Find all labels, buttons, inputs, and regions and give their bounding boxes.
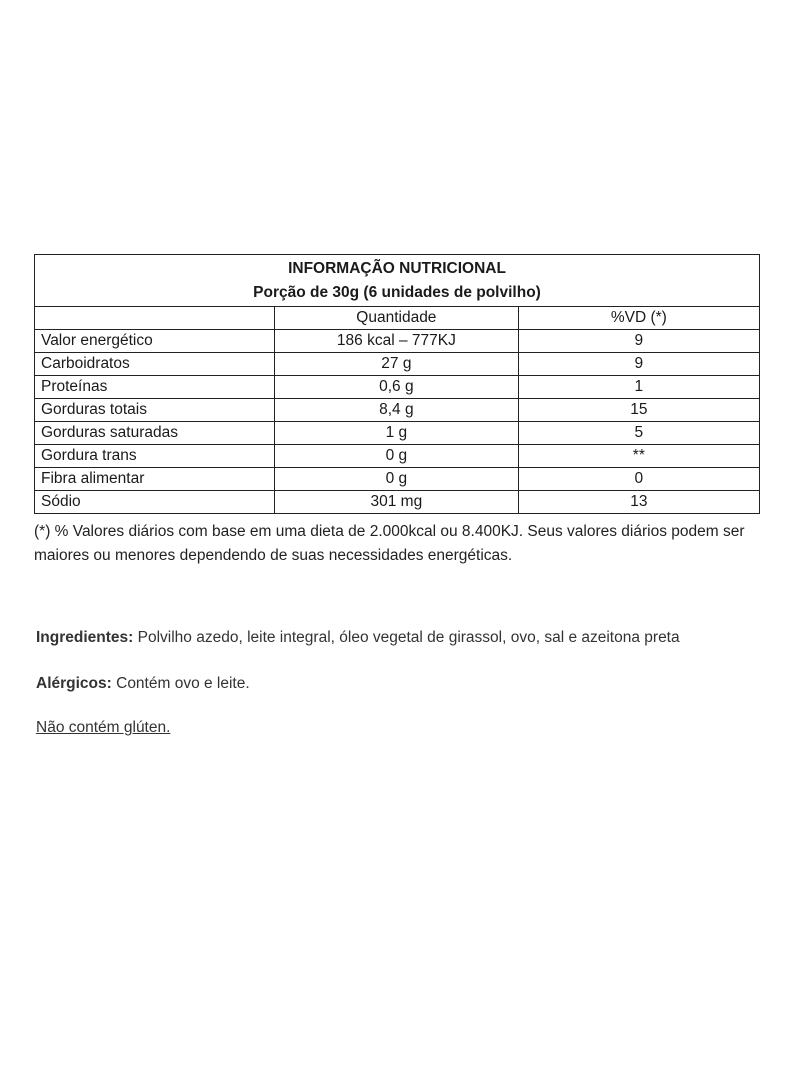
nutrient-name: Gorduras saturadas bbox=[35, 422, 275, 445]
nutrient-vd: 13 bbox=[518, 491, 759, 514]
nutrient-name: Gordura trans bbox=[35, 445, 275, 468]
gluten-notice: Não contém glúten. bbox=[36, 719, 171, 736]
nutrient-quantity: 0,6 g bbox=[275, 376, 519, 399]
nutrient-vd: 1 bbox=[518, 376, 759, 399]
nutrient-name: Carboidratos bbox=[35, 353, 275, 376]
table-row bbox=[35, 468, 760, 491]
allergens-text: Contém ovo e leite. bbox=[111, 675, 250, 692]
nutrient-quantity: 186 kcal – 777KJ bbox=[275, 330, 519, 353]
nutrient-name: Valor energético bbox=[35, 330, 275, 353]
nutrient-quantity: 0 g bbox=[275, 445, 519, 468]
nutrient-vd: 9 bbox=[518, 330, 759, 353]
table-row bbox=[35, 445, 760, 468]
header-name bbox=[35, 307, 275, 330]
portion-size: Porção de 30g (6 unidades de polvilho) bbox=[253, 284, 541, 301]
table-row bbox=[35, 353, 760, 376]
table-row bbox=[35, 399, 760, 422]
table-title-cell bbox=[35, 255, 760, 307]
nutrient-quantity: 1 g bbox=[275, 422, 519, 445]
ingredients-label: Ingredientes: bbox=[36, 629, 134, 646]
table-row bbox=[35, 491, 760, 514]
header-quantity: Quantidade bbox=[275, 307, 519, 330]
nutrient-name: Proteínas bbox=[35, 376, 275, 399]
ingredients-line bbox=[36, 629, 680, 647]
table-title-row bbox=[35, 255, 760, 307]
table-title: INFORMAÇÃO NUTRICIONAL bbox=[288, 260, 506, 277]
nutrient-quantity: 0 g bbox=[275, 468, 519, 491]
header-vd: %VD (*) bbox=[518, 307, 759, 330]
nutrient-vd: 9 bbox=[518, 353, 759, 376]
allergens-line bbox=[36, 675, 250, 693]
table-header-row bbox=[35, 307, 760, 330]
nutrient-name: Sódio bbox=[35, 491, 275, 514]
nutrient-quantity: 8,4 g bbox=[275, 399, 519, 422]
nutrient-vd: 5 bbox=[518, 422, 759, 445]
nutrient-vd: 15 bbox=[518, 399, 759, 422]
nutrient-name: Fibra alimentar bbox=[35, 468, 275, 491]
ingredients-text: Polvilho azedo, leite integral, óleo vegetal de girassol, ovo, sal e azeitona preta bbox=[133, 629, 680, 646]
table-row bbox=[35, 330, 760, 353]
daily-value-footnote: (*) % Valores diários com base em uma dieta de 2.000kcal ou 8.400KJ. Seus valores diários podem ser maiores ou menores dependendo de suas necessidades energéticas. bbox=[34, 523, 745, 564]
allergens-label: Alérgicos: bbox=[36, 675, 112, 692]
table-row bbox=[35, 376, 760, 399]
nutrient-quantity: 27 g bbox=[275, 353, 519, 376]
nutrition-facts-table bbox=[34, 254, 760, 514]
nutrient-name: Gorduras totais bbox=[35, 399, 275, 422]
nutrient-vd: 0 bbox=[518, 468, 759, 491]
nutrient-vd: ** bbox=[518, 445, 759, 468]
nutrient-quantity: 301 mg bbox=[275, 491, 519, 514]
table-row bbox=[35, 422, 760, 445]
